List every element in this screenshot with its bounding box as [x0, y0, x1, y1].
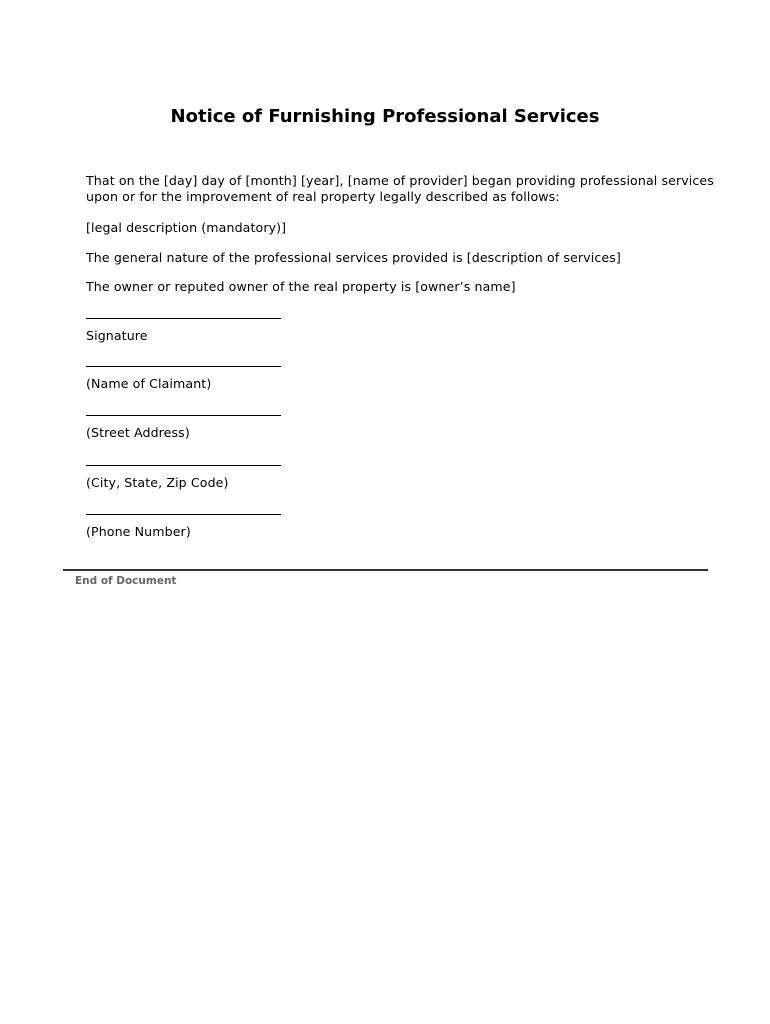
claimant-name-label: (Name of Claimant) — [86, 376, 212, 391]
document-title: Notice of Furnishing Professional Services — [170, 106, 600, 127]
phone-number-line — [86, 514, 281, 515]
signature-field — [86, 318, 281, 344]
phone-number-field — [86, 514, 281, 540]
legal-description-paragraph: [legal description (mandatory)] — [86, 220, 287, 235]
signature-label: Signature — [86, 328, 148, 343]
intro-paragraph: That on the [day] day of [month] [year], [name of provider] began providing professional services upon or for the improvement of real property legally described as follows: — [86, 173, 714, 204]
end-of-document-label: End of Document — [75, 575, 177, 587]
street-address-line — [86, 415, 281, 416]
city-state-zip-line — [86, 465, 281, 466]
street-address-label: (Street Address) — [86, 425, 190, 440]
signature-line — [86, 318, 281, 319]
city-state-zip-label: (City, State, Zip Code) — [86, 475, 229, 490]
owner-paragraph: The owner or reputed owner of the real property is [owner’s name] — [86, 279, 516, 294]
phone-number-label: (Phone Number) — [86, 524, 191, 539]
services-nature-paragraph: The general nature of the professional services provided is [description of services] — [86, 250, 621, 265]
street-address-field — [86, 415, 281, 441]
claimant-name-field — [86, 366, 281, 392]
end-of-document-divider — [63, 569, 708, 571]
claimant-name-line — [86, 366, 281, 367]
city-state-zip-field — [86, 465, 281, 491]
